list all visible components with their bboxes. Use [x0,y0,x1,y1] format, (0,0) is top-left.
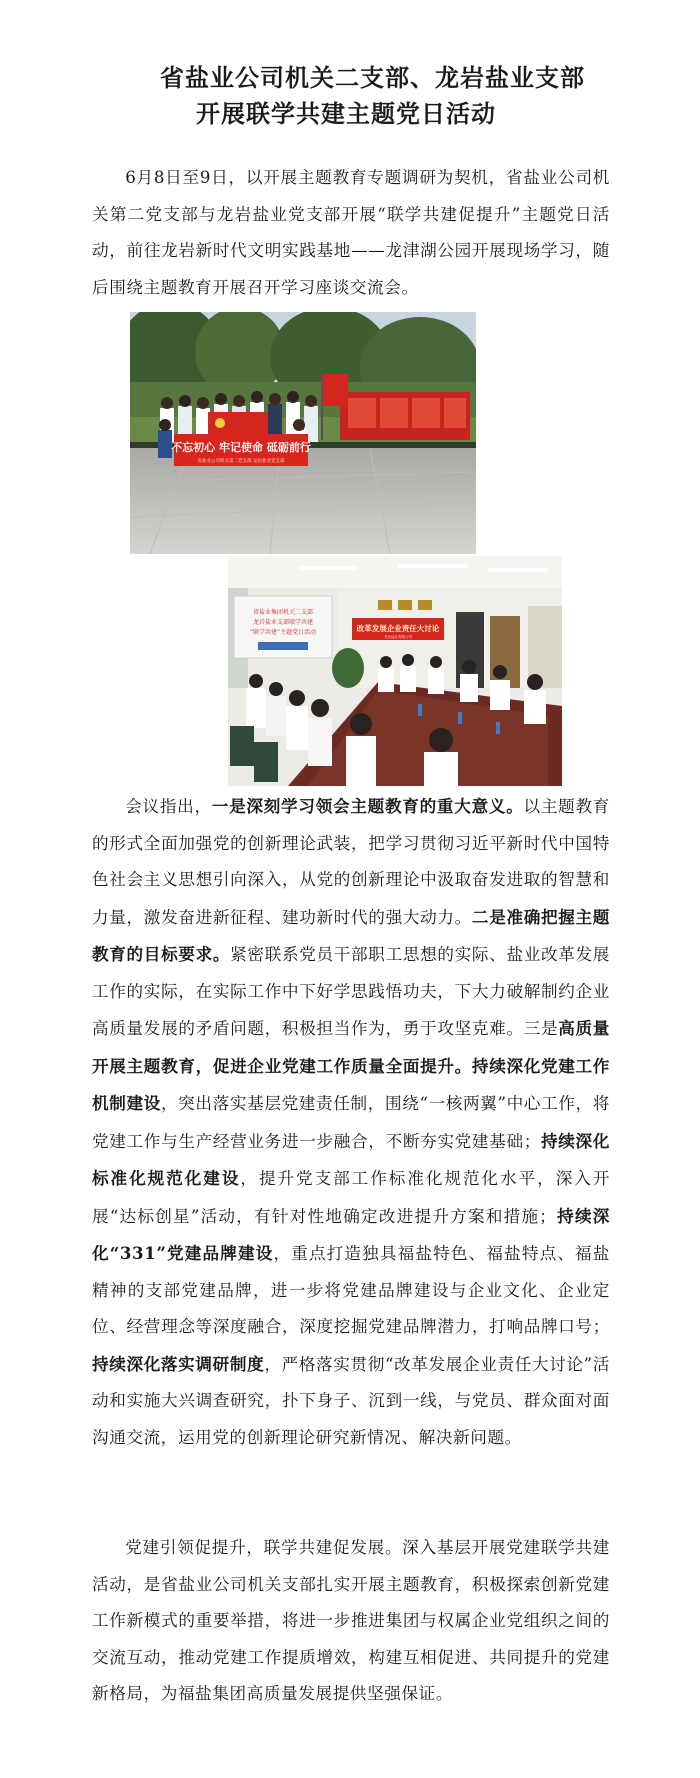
para2-research-system: 持续深化落实调研制度 [92,1353,265,1374]
paragraph-intro: 6月8日至9日，以开展主题教育专题调研为契机，省盐业公司机关第二党支部与龙岩盐业党支部开展“联学共建促提升”主题党日活动，前往龙岩新时代文明实践基地——龙津湖公园开展现场学习，随后围绕主题教育开展召开学习座谈交流会。 [92,168,610,297]
screen-text-3: “联学共建”主题党日活动 [249,629,317,636]
para2-seg-1: 会议指出， [125,797,212,816]
para2-seg-7: ，突出落实基层党建责任制，围绕“一核两翼”中心工作，将党建工作与生产经营业务进一步融合，不断夯实党建基础； [92,1094,610,1151]
para2-point-two: 二是准确把握主题教育的目标要求。 [92,906,610,964]
para2-point-three: 高质量开展主题教育，促进企业党建工作质量全面提升。持续深化党建工作机制建设 [92,1018,610,1113]
paragraph-meeting-summary [92,788,610,1456]
article-title-line2: 开展联学共建主题党日活动 [196,99,496,128]
para2-standardization: 持续深化标准化规范化建设 [92,1130,610,1188]
screen-text-1: 省盐业集团机关二支部 [252,609,314,616]
wall-banner-small: 龙岩盐业有限公司 [384,635,412,639]
article-title-line1: 省盐业公司机关二支部、龙岩盐业支部 [160,63,585,92]
banner-slogan: 不忘初心 牢记使命 砥砺前行 [171,441,311,454]
banner-small-text: 省盐业公司机关第二党支部 龙岩盐业党支部 [197,459,285,464]
para2-seg-11: ，重点打造独具福盐特色、福盐特点、福盐精神的支部党建品牌，进一步将党建品牌建设与企业文化、企业定位、经营理念等深度融合，深度挖掘党建品牌潜力，打响品牌口号； [92,1244,610,1336]
para2-seg-13: ，严格落实贯彻“改革发展企业责任大讨论”活动和实施大兴调查研究，扑下身子、沉到一线，与党员、群众面对面沟通交流，运用党的创新理论研究新情况、解决新问题。 [92,1354,610,1447]
para2-point-one: 一是深刻学习领会主题教育的重大意义。 [211,796,524,816]
para2-brand-building: 持续深化“331”党建品牌建设 [92,1205,610,1263]
wall-banner-text: 改革发展企业责任大讨论 [356,624,440,633]
outdoor-group-photo [130,312,476,554]
para2-seg-5: 紧密联系党员干部职工思想的实际、盐业改革发展工作的实际，在实际工作中下好学思践悟功夫，下大力破解制约企业高质量发展的矛盾问题，积极担当作为，勇于攻坚克难。三是 [92,945,610,1038]
para2-seg-3: 以主题教育的形式全面加强党的创新理论武装，把学习贯彻习近平新时代中国特色社会主义思想引向深入，从党的创新理论中汲取奋发进取的智慧和力量，激发奋进新征程、建功新时代的强大动力。 [92,797,610,927]
paragraph-conclusion: 党建引领促提升，联学共建促发展。深入基层开展党建联学共建活动，是省盐业公司机关支部扎实开展主题教育，积极探索创新党建工作新模式的重要举措，将进一步推进集团与权属企业党组织之间的交流互动，推动党建工作提质增效，构建互相促进、共同提升的党建新格局，为福盐集团高质量发展提供坚强保证。 [92,1538,610,1703]
meeting-room-photo [228,556,562,786]
para2-seg-9: ，提升党支部工作标准化规范化水平，深入开展“达标创星”活动，有针对性地确定改进提升方案和措施； [92,1169,610,1226]
screen-text-2: 龙岩盐业支部联学共建 [252,619,314,626]
